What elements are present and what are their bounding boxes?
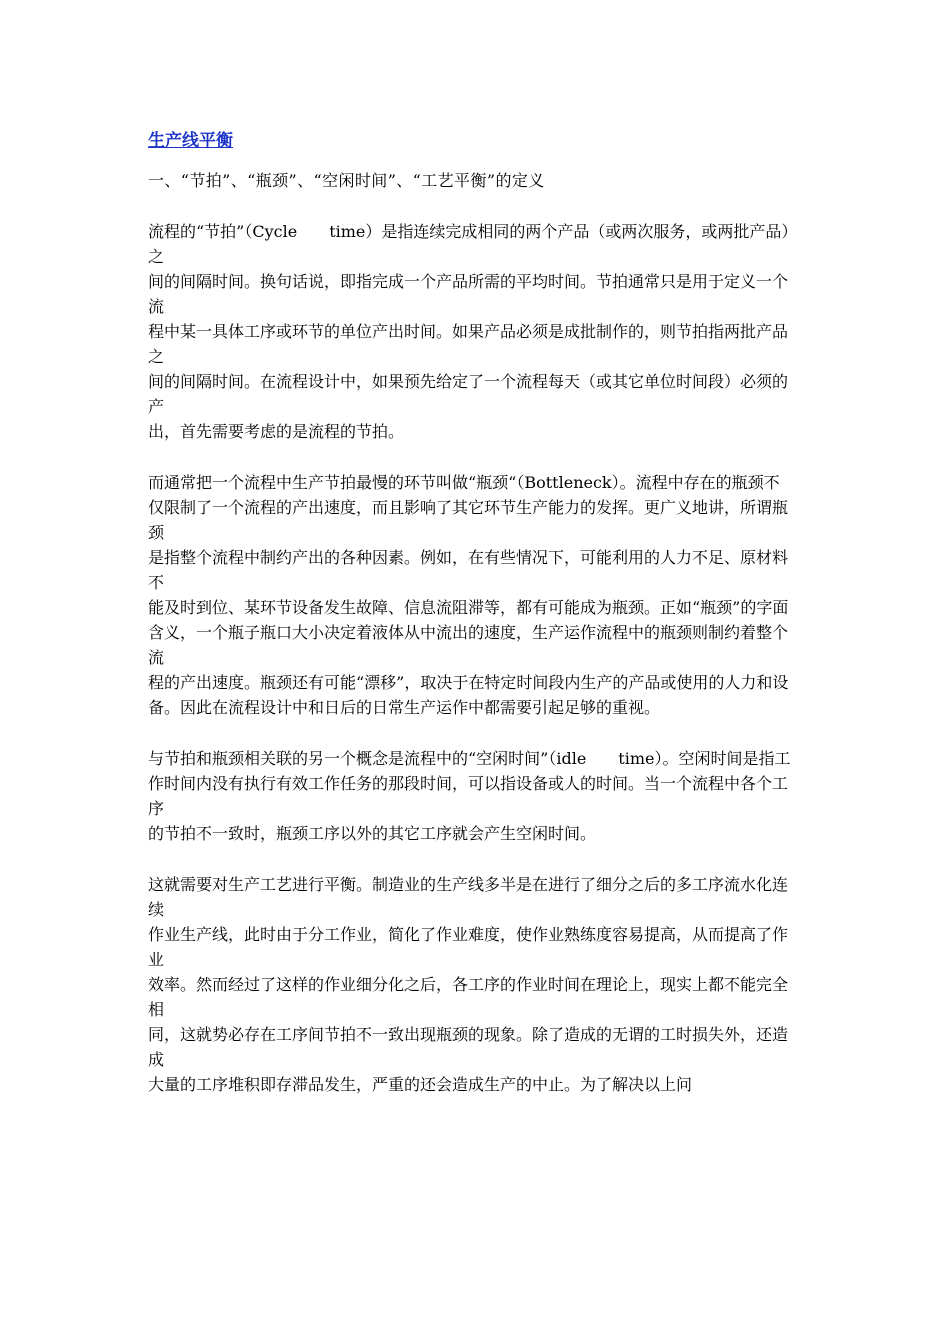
paragraph-line: 间的间隔时间。在流程设计中，如果预先给定了一个流程每天（或其它单位时间段）必须的产 <box>148 372 789 416</box>
paragraph-line: 而通常把一个流程中生产节拍最慢的环节叫做“瓶颈“（Bottleneck）。流程中存在的瓶颈不 <box>148 473 780 492</box>
paragraph-line: 作业生产线，此时由于分工作业，简化了作业难度，使作业熟练度容易提高，从而提高了作业 <box>148 925 789 969</box>
paragraph-line: 的节拍不一致时，瓶颈工序以外的其它工序就会产生空闲时间。 <box>148 824 597 843</box>
paragraph-line: 仅限制了一个流程的产出速度，而且影响了其它环节生产能力的发挥。更广义地讲，所谓瓶颈 <box>148 498 789 542</box>
paragraph-bottleneck <box>148 470 800 720</box>
paragraph-line: 同，这就势必存在工序间节拍不一致出现瓶颈的现象。除了造成的无谓的工时损失外，还造成 <box>148 1025 789 1069</box>
paragraph-line: 大量的工序堆积即存滞品发生，严重的还会造成生产的中止。为了解决以上问 <box>148 1075 693 1094</box>
paragraph-idle-time <box>148 746 800 846</box>
paragraph-line: 含义，一个瓶子瓶口大小决定着液体从中流出的速度，生产运作流程中的瓶颈则制约着整个流 <box>148 623 789 667</box>
section-heading: 一、“节拍”、“瓶颈”、“空闲时间”、“工艺平衡”的定义 <box>148 171 545 190</box>
paragraph-line: 出，首先需要考虑的是流程的节拍。 <box>148 422 405 441</box>
document-page <box>148 128 800 1123</box>
paragraph-cycle-time <box>148 219 800 444</box>
document-title-link[interactable]: 生产线平衡 <box>148 131 233 151</box>
paragraph-line: 是指整个流程中制约产出的各种因素。例如，在有些情况下，可能利用的人力不足、原材料不 <box>148 548 789 592</box>
paragraph-line: 作时间内没有执行有效工作任务的那段时间，可以指设备或人的时间。当一个流程中各个工序 <box>148 774 789 818</box>
paragraph-line-balancing <box>148 872 800 1097</box>
paragraph-line: 这就需要对生产工艺进行平衡。制造业的生产线多半是在进行了细分之后的多工序流水化连续 <box>148 875 789 919</box>
paragraph-line: 效率。然而经过了这样的作业细分化之后，各工序的作业时间在理论上，现实上都不能完全相 <box>148 975 789 1019</box>
paragraph-line: 与节拍和瓶颈相关联的另一个概念是流程中的“空闲时间”（idle time）。空闲时间是指工 <box>148 749 791 768</box>
paragraph-line: 间的间隔时间。换句话说，即指完成一个产品所需的平均时间。节拍通常只是用于定义一个流 <box>148 272 789 316</box>
paragraph-line: 程中某一具体工序或环节的单位产出时间。如果产品必须是成批制作的，则节拍指两批产品之 <box>148 322 789 366</box>
paragraph-line: 能及时到位、某环节设备发生故障、信息流阻滞等，都有可能成为瓶颈。正如“瓶颈”的字面 <box>148 598 789 617</box>
paragraph-line: 流程的“节拍”（Cycle time）是指连续完成相同的两个产品（或两次服务，或两批产品）之 <box>148 222 798 266</box>
paragraph-line: 程的产出速度。瓶颈还有可能“漂移”，取决于在特定时间段内生产的产品或使用的人力和设 <box>148 673 789 692</box>
paragraph-line: 备。因此在流程设计中和日后的日常生产运作中都需要引起足够的重视。 <box>148 698 661 717</box>
